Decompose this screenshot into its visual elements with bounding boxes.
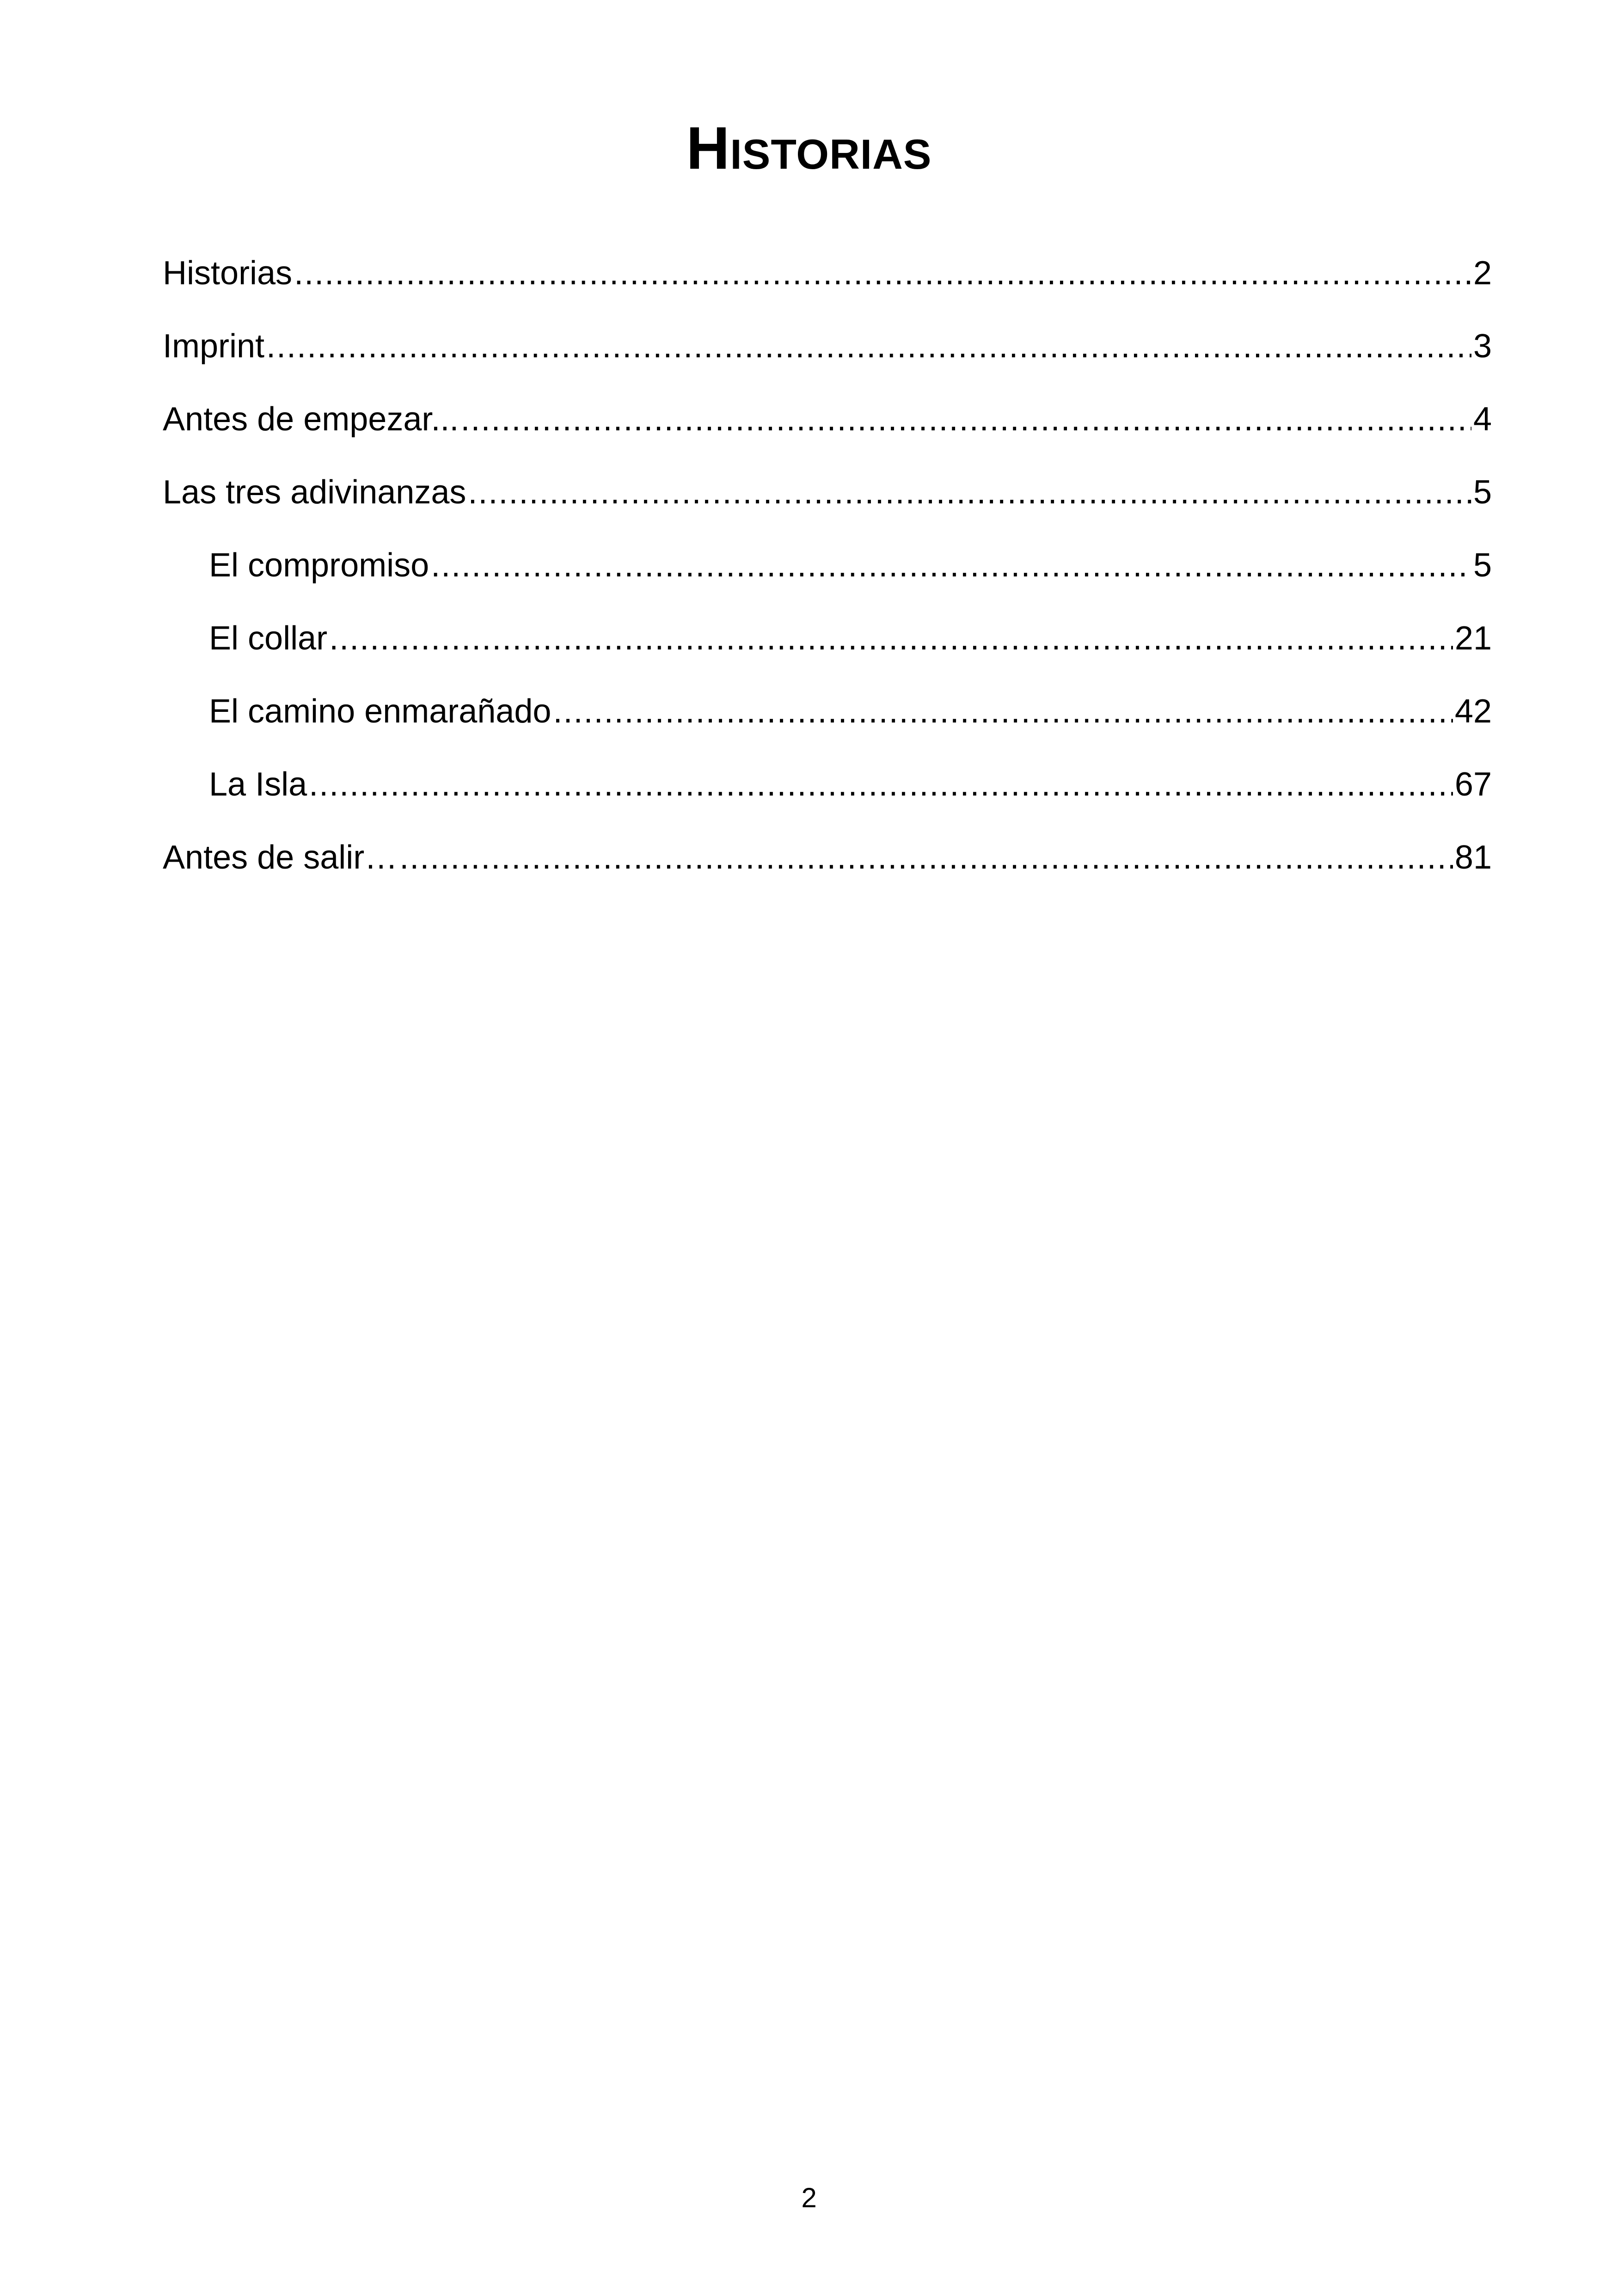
toc-entry-las-tres-adivinanzas[interactable]	[163, 476, 1492, 549]
toc-entry-label: Las tres adivinanzas	[163, 474, 466, 511]
toc-dot-leader	[266, 330, 1471, 363]
toc-entry-label: El compromiso	[209, 547, 429, 584]
toc-entry-label: La Isla	[209, 766, 307, 803]
toc-entry-la-isla[interactable]	[163, 768, 1492, 841]
toc-entry-page: 3	[1473, 328, 1492, 365]
toc-entry-historias[interactable]	[163, 257, 1492, 330]
toc-dot-leader	[329, 622, 1453, 655]
toc-entry-el-collar[interactable]	[163, 622, 1492, 695]
page-title: Historias	[686, 114, 932, 182]
toc-entry-page: 81	[1454, 839, 1492, 876]
toc-entry-el-compromiso[interactable]	[163, 549, 1492, 622]
toc-dot-leader	[460, 403, 1471, 436]
toc-entry-page: 42	[1454, 693, 1492, 730]
toc-entry-label: Imprint	[163, 328, 265, 365]
toc-entry-label: Antes de salir…	[163, 839, 398, 876]
toc-entry-imprint[interactable]	[163, 330, 1492, 403]
toc-entry-label: El collar	[209, 620, 328, 657]
toc-dot-leader	[468, 476, 1471, 509]
toc-entry-label: Antes de empezar...	[163, 401, 459, 438]
toc-entry-el-camino-enmaranado[interactable]	[163, 695, 1492, 768]
toc-entry-antes-de-empezar[interactable]	[163, 403, 1492, 476]
toc-entry-page: 4	[1473, 401, 1492, 438]
toc-entry-page: 67	[1454, 766, 1492, 803]
toc-dot-leader	[431, 549, 1471, 582]
table-of-contents	[163, 257, 1492, 914]
toc-entry-page: 2	[1473, 255, 1492, 292]
toc-dot-leader	[294, 257, 1471, 290]
toc-entry-page: 5	[1473, 474, 1492, 511]
toc-entry-page: 21	[1454, 620, 1492, 657]
toc-entry-label: El camino enmarañado	[209, 693, 552, 730]
toc-dot-leader	[553, 695, 1453, 728]
toc-dot-leader	[399, 841, 1453, 874]
page-number: 2	[801, 2182, 817, 2213]
toc-entry-page: 5	[1473, 547, 1492, 584]
toc-entry-antes-de-salir[interactable]	[163, 841, 1492, 914]
toc-dot-leader	[309, 768, 1453, 801]
toc-entry-label: Historias	[163, 255, 293, 292]
